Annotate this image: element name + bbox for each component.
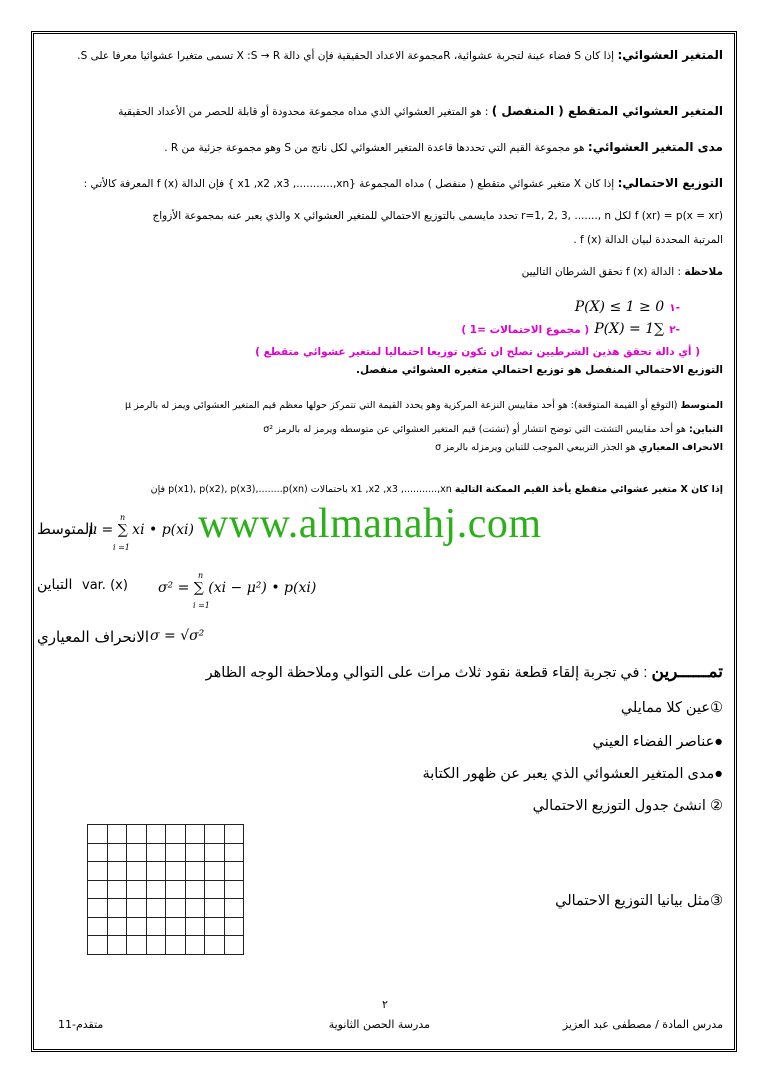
variance-term: التباين: bbox=[688, 424, 723, 435]
condition-2-comment: ( مجموع الاحتمالات =1 ) bbox=[461, 324, 590, 336]
distribution-line3: المرتبة المحددة لبيان الدالة f (x) . bbox=[573, 234, 723, 246]
random-variable-definition bbox=[55, 44, 723, 67]
mean-text: (التوقع أو القيمة المتوقعة): هو أحد مقاييس النزعة المركزية وهو يحدد القيمة التي تتمركز حولها معظم قيم المتغير العشوائي ويمز له بالرمز μ bbox=[125, 400, 678, 411]
footer-grade: 11-متقدم bbox=[58, 1018, 104, 1031]
distribution-term: التوزيع الاحتمالي: bbox=[617, 176, 723, 190]
variance-formula: σ² = ∑ (xi − μ²) • p(xi) bbox=[158, 580, 317, 596]
random-variable-term: المتغير العشوائي: bbox=[617, 48, 723, 62]
mean-term: المتوسط bbox=[680, 400, 723, 411]
mean-formula: μ = ∑ xi • p(xi) bbox=[88, 522, 194, 538]
variance-sum-upper: n bbox=[198, 571, 204, 580]
condition-2-number: -٢ bbox=[669, 324, 680, 336]
formulas-intro-bold: إذا كان X متغير عشوائي متقطع يأخذ القيم الممكنة التالية bbox=[454, 484, 723, 495]
question-3: ③مثل بيانيا التوزيع الاحتمالي bbox=[555, 893, 723, 909]
condition-2 bbox=[380, 318, 680, 337]
mean-sum-lower: i =1 bbox=[113, 543, 130, 552]
exercise-title: تمــــــرين bbox=[651, 662, 723, 681]
discrete-variable-term: المتغير العشوائي المتقطع ( المنفصل ) bbox=[491, 104, 723, 118]
std-formula: σ = √σ² bbox=[150, 628, 205, 644]
condition-remark: ( أي دالة تحقق هذين الشرطيين تصلح ان تكون توزيعا احتماليا لمتغير عشوائي متقطع ) bbox=[255, 346, 700, 358]
mean-label: المتوسط bbox=[37, 520, 94, 538]
std-label: الانحراف المعياري bbox=[37, 628, 150, 646]
condition-1-number: -١ bbox=[669, 302, 680, 314]
condition-1 bbox=[400, 296, 680, 315]
footer-school: مدرسة الحصن الثانوية bbox=[328, 1018, 430, 1031]
page-number: ٢ bbox=[382, 998, 388, 1011]
discrete-variable-text: : هو المتغير العشوائي الذي مداه مجموعة محدودة أو قابلة للحصر من الأعداد الحقيقية bbox=[118, 106, 489, 118]
std-term: الانحراف المعياري bbox=[638, 442, 723, 453]
note-heading bbox=[55, 266, 723, 278]
watermark: www.almanahj.com bbox=[198, 501, 542, 547]
variance-definition bbox=[190, 424, 723, 435]
range-term: مدى المتغير العشوائي: bbox=[587, 140, 723, 154]
note-text: : الدالة f (x) تحقق الشرطان التاليين bbox=[521, 266, 682, 278]
question-1: ①عين كلا ممايلي bbox=[620, 700, 723, 716]
range-definition bbox=[55, 140, 723, 154]
question-1a: ●عناصر الفضاء العيني bbox=[592, 734, 723, 750]
question-2: ② انشئ جدول التوزيع الاحتمالي bbox=[532, 798, 723, 814]
std-text: هو الجذر التربيعي الموجب للتباين ويرمزله بالرمز σ bbox=[435, 442, 636, 453]
discrete-variable-definition bbox=[55, 104, 723, 118]
variance-text: هو أحد مقاييس التشتت التي توضح انتشار أو (تشتت) قيم المتغير العشوائي عن متوسطه ويرمز له بالرمز σ² bbox=[263, 424, 686, 435]
exercise-prompt: : في تجربة إلقاء قطعة نقود ثلاث مرات على التوالي وملاحظة الوجه الظاهر bbox=[205, 665, 648, 681]
distribution-line1: إذا كان X متغير عشوائي متقطع ( منفصل ) مداه المجموعة {x1 ,x2 ,x3 ,...........,xn } فإن الدالة f (x) المعرفة كالأتي : bbox=[83, 178, 615, 190]
blank-grid bbox=[87, 824, 244, 955]
exercise-heading bbox=[200, 662, 723, 682]
formulas-intro-rest: x1 ,x2 ,x3 ,...........,xn باحتمالات p(x1), p(x2), p(x3),........p(xn) فإن bbox=[150, 484, 452, 495]
formulas-intro bbox=[40, 484, 723, 495]
distribution-definition bbox=[30, 176, 723, 190]
footer-teacher: مدرس المادة / مصطفى عبد العزيز bbox=[562, 1018, 723, 1031]
mean-sum-upper: n bbox=[120, 513, 126, 522]
variance-abbr: var. (x) bbox=[82, 578, 128, 593]
variance-sum-lower: i =1 bbox=[193, 601, 210, 610]
question-1b: ●مدى المتغير العشوائي الذي يعبر عن ظهور الكتابة bbox=[422, 766, 723, 782]
random-variable-text: إذا كان S فضاء عينة لتجربة عشوائية، Rمجموعة الاعداد الحقيقية فإن أي دالة X :S → R تسمى متغيرا عشوائيا معرفا على S. bbox=[77, 50, 615, 62]
note-term: ملاحظة bbox=[684, 266, 723, 278]
condition-2-formula: ∑P(X) = 1 bbox=[594, 321, 665, 337]
range-text: هو مجموعة القيم التي تحددها قاعدة المتغير العشوائي لكل ناتج من S وهو مجموعة جزئية من R . bbox=[164, 142, 585, 154]
condition-1-formula: 0 ≤ P(X) ≤ 1 bbox=[574, 299, 665, 315]
mean-definition bbox=[40, 400, 723, 411]
conclusion: التوزيع الاحتمالي المنفصل هو توزيع احتمالي متغيره العشوائي منفصل. bbox=[355, 364, 723, 376]
variance-label: التباين bbox=[37, 577, 73, 593]
std-definition bbox=[360, 442, 723, 453]
distribution-line2: f (xr) = p(x = xr) لكل r=1, 2, 3, ......., n تحدد مايسمى بالتوزيع الاحتمالي للمتغير العشوائي x والذي يعبر عنه بمجموعة الأزواج bbox=[152, 210, 723, 222]
